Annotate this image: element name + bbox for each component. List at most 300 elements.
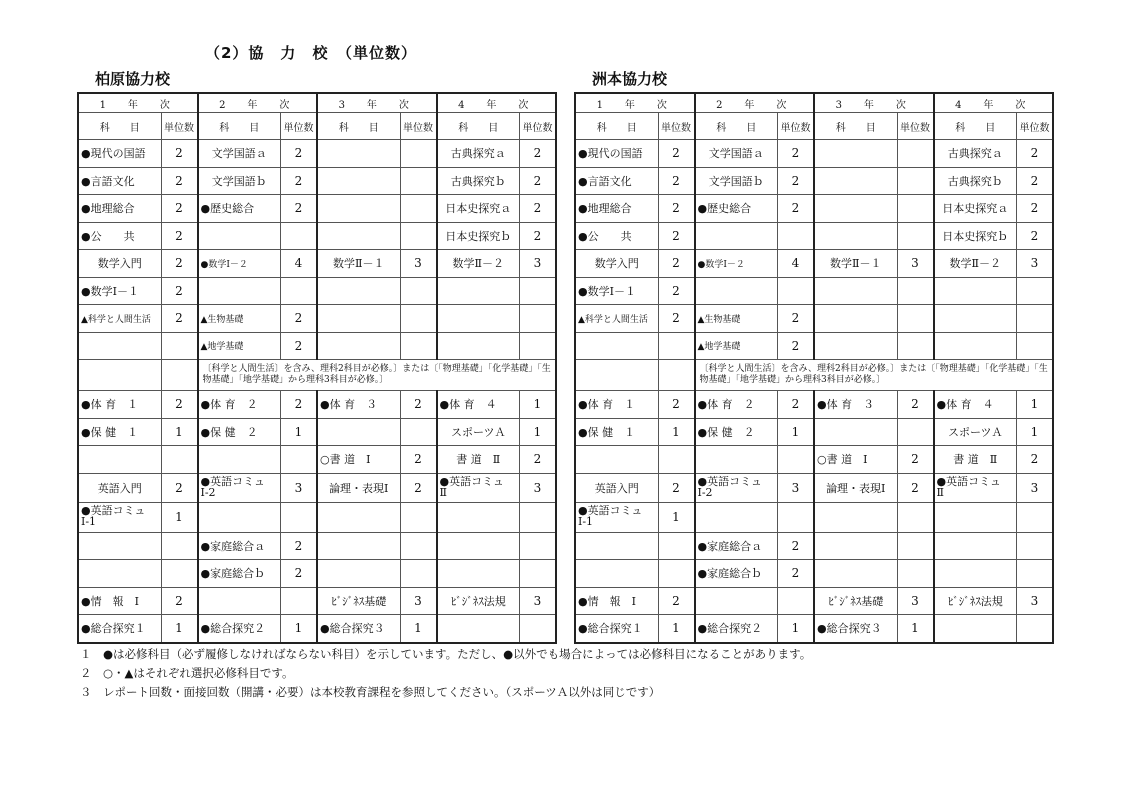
units-cell: 1 [281,615,318,643]
units-cell: 2 [658,473,695,503]
subject-cell: ●数学Ⅰ－１ [78,277,161,305]
subject-cell: 日本史探究ａ [437,195,520,223]
page-title: （2）協 力 校 （単位数） [205,44,417,62]
subject-cell: ●言語文化 [575,167,658,195]
empty-cell [520,503,557,533]
units-cell: 2 [281,391,318,419]
units-cell: 3 [897,587,934,615]
units-cell: 2 [658,277,695,305]
table-row [575,560,1053,588]
subject-cell: ●体 育 １ [78,391,161,419]
table-row [575,391,1053,419]
units-cell: 3 [1017,473,1054,503]
footnote-2: ２ ○・▲はそれぞれ選択必修科目です。 [80,666,294,680]
subject-cell: 文学国語ｂ [695,167,778,195]
table-row [78,360,556,391]
subject-cell: ▲地学基礎 [198,332,281,360]
units-cell: 3 [400,587,437,615]
unit-header: 単位数 [520,113,557,140]
year-header: 4 年 次 [437,93,557,113]
empty-cell [814,140,897,168]
curriculum-table-sumoto [574,92,1054,644]
empty-cell [778,277,815,305]
subject-cell: ●数学Ⅰ－２ [695,250,778,278]
footnote-1: １ ●は必修科目（必ず履修しなければならない科目）を示しています。ただし、●以外でも場合によっては必修科目になることがあります。 [80,647,812,661]
units-cell: 2 [1017,195,1054,223]
subject-cell: ●現代の国語 [575,140,658,168]
units-cell: 2 [520,446,557,474]
subject-cell: ●現代の国語 [78,140,161,168]
units-cell: 2 [658,167,695,195]
empty-cell [400,532,437,560]
units-cell: 2 [161,140,198,168]
table-row [78,195,556,223]
units-cell: 2 [400,391,437,419]
subject-cell: ●地理総合 [575,195,658,223]
subject-cell: ●体 育 ３ [317,391,400,419]
empty-cell [161,532,198,560]
subject-header: 科 目 [814,113,897,140]
empty-cell [161,560,198,588]
empty-cell [814,532,897,560]
subject-header: 科 目 [317,113,400,140]
units-cell: 2 [1017,140,1054,168]
empty-cell [78,360,161,391]
units-cell: 2 [161,473,198,503]
subject-header: 科 目 [198,113,281,140]
empty-cell [897,167,934,195]
empty-cell [400,305,437,333]
units-cell: 1 [281,418,318,446]
empty-cell [317,222,400,250]
subject-cell: ●総合探究１ [575,615,658,643]
units-cell: 1 [161,418,198,446]
table-row [575,418,1053,446]
empty-cell [897,140,934,168]
empty-cell [897,418,934,446]
empty-cell [400,140,437,168]
subject-cell: ●体 育 ２ [198,391,281,419]
subject-cell: 数学入門 [575,250,658,278]
units-cell: 2 [658,222,695,250]
subject-cell: 日本史探究ａ [934,195,1017,223]
units-cell: 2 [658,587,695,615]
subject-cell: スポーツＡ [934,418,1017,446]
empty-cell [78,446,161,474]
subject-cell: ●数学Ⅰ－２ [198,250,281,278]
subject-cell: ●体 育 ２ [695,391,778,419]
empty-cell [317,560,400,588]
table-row [575,332,1053,360]
empty-cell [695,503,778,533]
subject-cell: ﾋﾞｼﾞﾈｽ基礎 [317,587,400,615]
units-cell: 2 [897,473,934,503]
subject-cell: ○書 道 Ⅰ [814,446,897,474]
unit-header: 単位数 [161,113,198,140]
units-cell: 3 [281,473,318,503]
subject-cell: ●英語コミュ Ⅰ-2 [695,473,778,503]
units-cell: 2 [400,473,437,503]
empty-cell [658,332,695,360]
units-cell: 2 [778,391,815,419]
units-cell: 2 [400,446,437,474]
empty-cell [897,560,934,588]
units-cell: 2 [161,587,198,615]
subject-cell: 文学国語ａ [198,140,281,168]
year-header: 3 年 次 [814,93,934,113]
units-cell: 2 [658,305,695,333]
empty-cell [437,305,520,333]
unit-header: 単位数 [281,113,318,140]
empty-cell [934,615,1017,643]
empty-cell [897,277,934,305]
empty-cell [198,222,281,250]
empty-cell [575,446,658,474]
units-cell: 2 [778,332,815,360]
empty-cell [897,532,934,560]
units-cell: 2 [161,167,198,195]
empty-cell [658,360,695,391]
school-name-sumoto: 洲本協力校 [592,70,668,88]
subject-cell: 数学Ⅱ－２ [934,250,1017,278]
year-header: 1 年 次 [78,93,198,113]
empty-cell [161,360,198,391]
units-cell: 2 [281,532,318,560]
units-cell: 2 [1017,446,1054,474]
subject-cell: ▲生物基礎 [695,305,778,333]
table-row [575,305,1053,333]
subject-header: 科 目 [437,113,520,140]
units-cell: 2 [778,560,815,588]
empty-cell [281,277,318,305]
units-cell: 3 [897,250,934,278]
empty-cell [317,195,400,223]
subject-cell: 文学国語ａ [695,140,778,168]
empty-cell [198,277,281,305]
subject-cell: 英語入門 [575,473,658,503]
subject-cell: ●保 健 １ [78,418,161,446]
units-cell: 3 [1017,250,1054,278]
subject-cell: 古典探究ｂ [437,167,520,195]
subject-cell: 文学国語ｂ [198,167,281,195]
units-cell: 2 [778,195,815,223]
units-cell: 2 [520,195,557,223]
units-cell: 2 [658,250,695,278]
empty-cell [814,332,897,360]
table-row [575,222,1053,250]
units-cell: 1 [778,418,815,446]
table-row [575,167,1053,195]
units-cell: 2 [897,446,934,474]
empty-cell [934,277,1017,305]
subject-header: 科 目 [78,113,161,140]
subject-cell: ●公 共 [575,222,658,250]
units-cell: 2 [281,140,318,168]
unit-header: 単位数 [897,113,934,140]
subject-header: 科 目 [695,113,778,140]
table-row [575,587,1053,615]
subject-header: 科 目 [934,113,1017,140]
year-header: 1 年 次 [575,93,695,113]
subject-cell: ●家庭総合ｂ [695,560,778,588]
table-row [78,222,556,250]
subject-cell: ●総合探究３ [814,615,897,643]
subject-cell: ●数学Ⅰ－１ [575,277,658,305]
table-row [575,360,1053,391]
units-cell: 1 [778,615,815,643]
units-cell: 2 [897,391,934,419]
empty-cell [814,222,897,250]
science-requirement-note: 〔科学と人間生活〕を含み、理科2科目が必修。〕または〔「物理基礎」「化学基礎」「生物基礎」「地学基礎」から理科3科目が必修。〕 [695,360,1054,391]
subject-cell: ●保 健 １ [575,418,658,446]
empty-cell [934,305,1017,333]
subject-cell: ●言語文化 [78,167,161,195]
empty-cell [814,167,897,195]
subject-cell: ●英語コミュ Ⅰ-2 [198,473,281,503]
subject-cell: ▲生物基礎 [198,305,281,333]
subject-cell: ●体 育 ４ [934,391,1017,419]
units-cell: 3 [520,587,557,615]
subject-cell: ○書 道 Ⅰ [317,446,400,474]
table-row [575,195,1053,223]
subject-cell: ●総合探究２ [695,615,778,643]
empty-cell [520,532,557,560]
units-cell: 2 [281,305,318,333]
subject-cell: 古典探究ａ [437,140,520,168]
table-row [575,446,1053,474]
empty-cell [400,195,437,223]
units-cell: 1 [1017,391,1054,419]
empty-cell [897,332,934,360]
table-row [78,503,556,533]
empty-cell [317,532,400,560]
empty-cell [520,305,557,333]
units-cell: 2 [281,560,318,588]
units-cell: 1 [520,391,557,419]
subject-cell: ●総合探究１ [78,615,161,643]
table-row [78,167,556,195]
empty-cell [658,446,695,474]
empty-cell [437,615,520,643]
subject-cell: ▲科学と人間生活 [575,305,658,333]
units-cell: 2 [161,222,198,250]
empty-cell [317,277,400,305]
subject-cell: ●総合探究３ [317,615,400,643]
units-cell: 2 [778,167,815,195]
empty-cell [400,418,437,446]
empty-cell [78,532,161,560]
empty-cell [281,446,318,474]
empty-cell [778,222,815,250]
empty-cell [400,222,437,250]
table-row [78,446,556,474]
empty-cell [317,418,400,446]
subject-cell: 数学Ⅱ－２ [437,250,520,278]
subject-cell: ﾋﾞｼﾞﾈｽ法規 [437,587,520,615]
subject-cell: 書 道 Ⅱ [437,446,520,474]
subject-cell: ●英語コミュ Ⅰ-1 [575,503,658,533]
subject-cell: ●総合探究２ [198,615,281,643]
table-row [78,277,556,305]
empty-cell [317,140,400,168]
units-cell: 3 [778,473,815,503]
units-cell: 1 [897,615,934,643]
empty-cell [317,332,400,360]
units-cell: 1 [658,418,695,446]
empty-cell [1017,532,1054,560]
curriculum-table-kashihara [77,92,557,644]
subject-header: 科 目 [575,113,658,140]
units-cell: 2 [778,532,815,560]
units-cell: 2 [161,277,198,305]
science-requirement-note: 〔科学と人間生活〕を含み、理科2科目が必修。〕または〔「物理基礎」「化学基礎」「生物基礎」「地学基礎」から理科3科目が必修。〕 [198,360,557,391]
units-cell: 2 [1017,167,1054,195]
empty-cell [658,532,695,560]
empty-cell [317,305,400,333]
subject-cell: ●地理総合 [78,195,161,223]
empty-cell [575,532,658,560]
subject-cell: 論理・表現Ⅰ [814,473,897,503]
empty-cell [520,560,557,588]
empty-cell [437,332,520,360]
empty-cell [897,305,934,333]
empty-cell [281,587,318,615]
empty-cell [695,446,778,474]
empty-cell [778,587,815,615]
empty-cell [161,446,198,474]
empty-cell [198,587,281,615]
units-cell: 1 [520,418,557,446]
empty-cell [437,532,520,560]
empty-cell [437,560,520,588]
subject-cell: ●体 育 １ [575,391,658,419]
units-cell: 2 [281,332,318,360]
units-cell: 2 [520,167,557,195]
subject-cell: ●公 共 [78,222,161,250]
empty-cell [400,560,437,588]
table-row [575,473,1053,503]
units-cell: 2 [161,391,198,419]
subject-cell: 数学Ⅱ－１ [814,250,897,278]
empty-cell [281,503,318,533]
units-cell: 2 [520,222,557,250]
empty-cell [814,277,897,305]
empty-cell [198,503,281,533]
empty-cell [897,503,934,533]
subject-cell: ●体 育 ３ [814,391,897,419]
empty-cell [78,332,161,360]
empty-cell [400,503,437,533]
year-header: 2 年 次 [695,93,815,113]
subject-cell: ●歴史総合 [695,195,778,223]
empty-cell [400,277,437,305]
school-name-kashihara: 柏原協力校 [95,70,171,88]
year-header: 3 年 次 [317,93,437,113]
empty-cell [934,560,1017,588]
units-cell: 1 [400,615,437,643]
footnote-3: ３ レポート回数・面接回数（開講・必要）は本校教育課程を参照してください。（スポーツＡ以外は同じです） [80,685,661,699]
table-row [575,615,1053,643]
units-cell: 3 [520,473,557,503]
empty-cell [575,360,658,391]
table-row [78,418,556,446]
empty-cell [778,446,815,474]
subject-cell: 日本史探究ｂ [934,222,1017,250]
units-cell: 2 [658,140,695,168]
empty-cell [437,503,520,533]
empty-cell [575,332,658,360]
subject-cell: ﾋﾞｼﾞﾈｽ法規 [934,587,1017,615]
table-row [78,140,556,168]
subject-cell: 古典探究ａ [934,140,1017,168]
units-cell: 1 [658,615,695,643]
unit-header: 単位数 [400,113,437,140]
empty-cell [695,277,778,305]
table-row [575,250,1053,278]
empty-cell [317,503,400,533]
empty-cell [1017,503,1054,533]
units-cell: 2 [161,195,198,223]
table-row [78,587,556,615]
units-cell: 4 [778,250,815,278]
empty-cell [520,615,557,643]
units-cell: 3 [1017,587,1054,615]
table-row [575,532,1053,560]
empty-cell [695,587,778,615]
empty-cell [520,277,557,305]
empty-cell [1017,277,1054,305]
subject-cell: ●体 育 ４ [437,391,520,419]
unit-header: 単位数 [778,113,815,140]
subject-cell: ﾋﾞｼﾞﾈｽ基礎 [814,587,897,615]
empty-cell [934,532,1017,560]
empty-cell [161,332,198,360]
subject-cell: ●情 報 Ⅰ [78,587,161,615]
units-cell: 1 [161,615,198,643]
empty-cell [814,305,897,333]
subject-cell: 数学入門 [78,250,161,278]
units-cell: 2 [281,167,318,195]
units-cell: 2 [658,391,695,419]
empty-cell [317,167,400,195]
empty-cell [658,560,695,588]
table-row [78,305,556,333]
subject-cell: ▲地学基礎 [695,332,778,360]
subject-cell: ●英語コミュ Ⅱ [934,473,1017,503]
empty-cell [814,503,897,533]
units-cell: 1 [658,503,695,533]
subject-cell: 英語入門 [78,473,161,503]
empty-cell [1017,332,1054,360]
units-cell: 3 [400,250,437,278]
subject-cell: ●家庭総合ａ [198,532,281,560]
table-row [575,277,1053,305]
units-cell: 2 [778,140,815,168]
empty-cell [934,332,1017,360]
subject-cell: 古典探究ｂ [934,167,1017,195]
empty-cell [400,332,437,360]
empty-cell [198,446,281,474]
empty-cell [1017,615,1054,643]
subject-cell: 数学Ⅱ－１ [317,250,400,278]
table-row [78,615,556,643]
unit-header: 単位数 [1017,113,1054,140]
subject-cell: ●英語コミュ Ⅰ-1 [78,503,161,533]
subject-cell: ●歴史総合 [198,195,281,223]
empty-cell [520,332,557,360]
empty-cell [437,277,520,305]
empty-cell [814,195,897,223]
